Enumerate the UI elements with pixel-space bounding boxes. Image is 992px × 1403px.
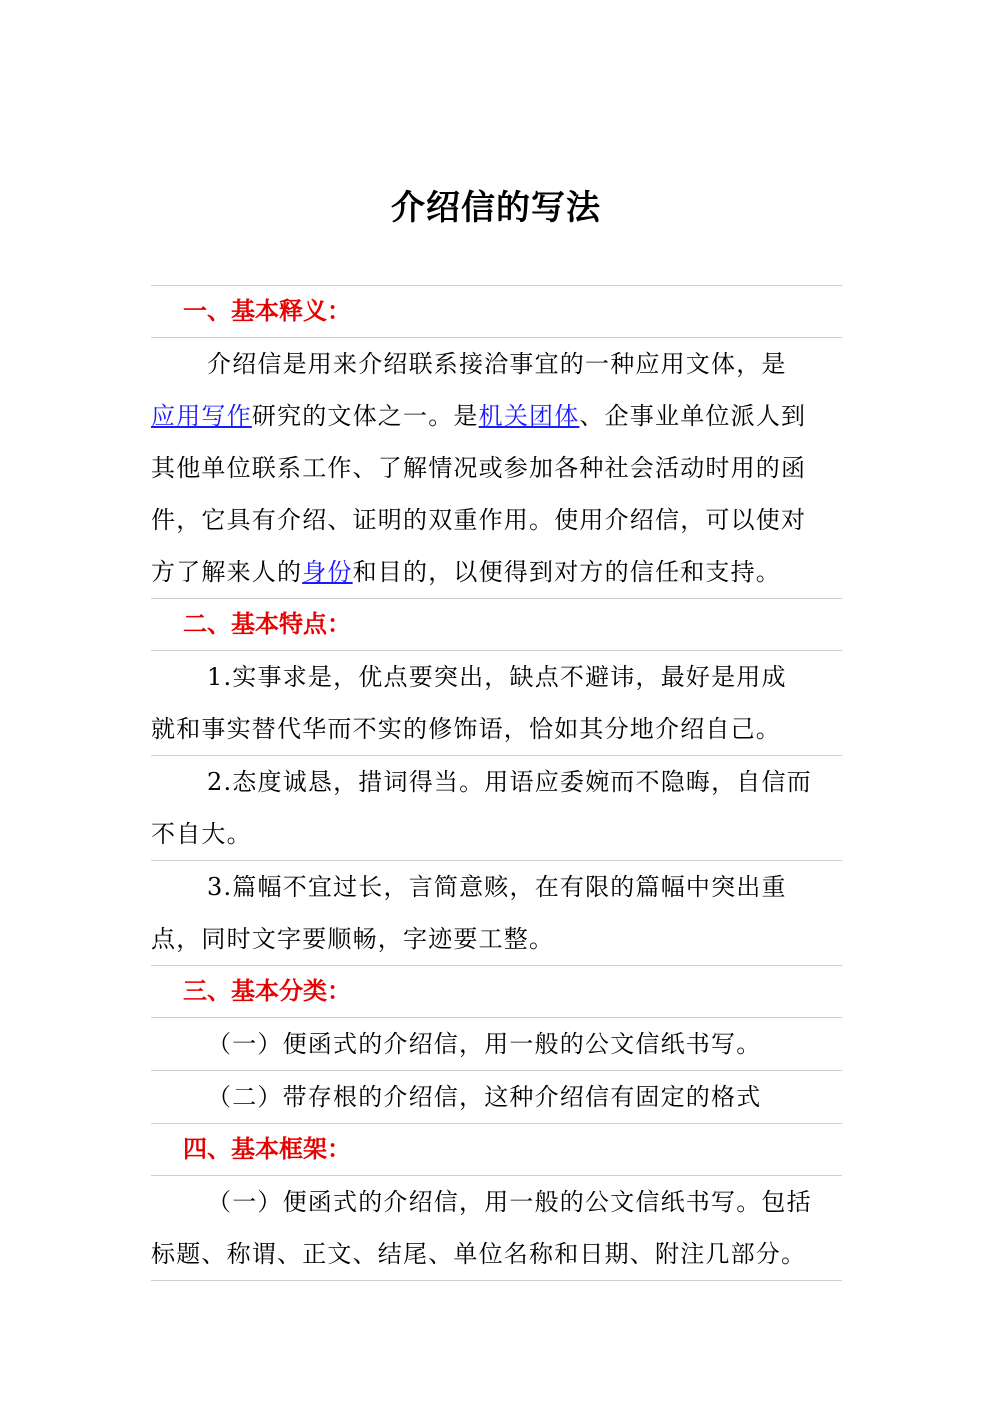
text-run: 3.篇幅不宜过长，言简意赅，在有限的篇幅中突出重 — [207, 873, 787, 901]
section-heading: 二、基本特点： — [183, 610, 351, 638]
text-run: 点，同时文字要顺畅，字迹要工整。 — [151, 925, 555, 953]
section-heading: 三、基本分类： — [183, 977, 351, 1005]
section-heading-block — [151, 965, 842, 1017]
paragraph-line — [151, 390, 842, 442]
section-heading-block — [151, 598, 842, 650]
paragraph-line — [151, 442, 842, 494]
text-run: 和目的，以便得到对方的信任和支持。 — [352, 558, 782, 586]
text-run: （一）便函式的介绍信，用一般的公文信纸书写。 — [207, 1030, 762, 1058]
paragraph — [151, 1176, 842, 1280]
paragraph — [151, 1071, 842, 1123]
paragraph-line — [151, 808, 842, 860]
text-run: （二）带存根的介绍信，这种介绍信有固定的格式 — [207, 1083, 762, 1111]
document-body — [151, 285, 842, 1281]
paragraph-line — [151, 651, 842, 703]
paragraph — [151, 861, 842, 965]
paragraph-block — [151, 755, 842, 860]
paragraph-block — [151, 1175, 842, 1281]
section-heading: 四、基本框架： — [183, 1135, 351, 1163]
paragraph-block — [151, 337, 842, 598]
text-run: 2.态度诚恳，措词得当。用语应委婉而不隐晦，自信而 — [207, 768, 812, 796]
text-run: （一）便函式的介绍信，用一般的公文信纸书写。包括 — [207, 1188, 812, 1216]
inline-link[interactable]: 身份 — [302, 558, 353, 586]
text-run: 1.实事求是，优点要突出，缺点不避讳，最好是用成 — [207, 663, 787, 691]
paragraph-line — [151, 546, 842, 598]
document-title: 介绍信的写法 — [391, 188, 601, 228]
text-run: 就和事实替代华而不实的修饰语，恰如其分地介绍自己。 — [151, 715, 781, 743]
text-run: 不自大。 — [151, 820, 252, 848]
paragraph-line — [151, 1176, 842, 1228]
paragraph — [151, 1018, 842, 1070]
section-heading-block — [151, 1123, 842, 1175]
paragraph-line — [151, 703, 842, 755]
paragraph-line — [151, 756, 842, 808]
paragraph-block — [151, 1017, 842, 1070]
text-run: 件，它具有介绍、证明的双重作用。使用介绍信，可以使对 — [151, 506, 807, 534]
paragraph — [151, 651, 842, 755]
text-run: 介绍信是用来介绍联系接洽事宜的一种应用文体，是 — [207, 350, 787, 378]
text-run: 标题、称谓、正文、结尾、单位名称和日期、附注几部分。 — [151, 1240, 807, 1268]
text-run: 研究的文体之一。是 — [251, 402, 479, 430]
text-run: 其他单位联系工作、了解情况或参加各种社会活动时用的函 — [151, 454, 807, 482]
paragraph-line — [151, 338, 842, 390]
paragraph-line — [151, 1018, 842, 1070]
paragraph-block — [151, 650, 842, 755]
paragraph-block — [151, 860, 842, 965]
inline-link[interactable]: 机关团体 — [478, 402, 580, 430]
paragraph — [151, 338, 842, 598]
paragraph-line — [151, 861, 842, 913]
section-heading-block — [151, 285, 842, 337]
paragraph-line — [151, 913, 842, 965]
text-run: 方了解来人的 — [151, 558, 303, 586]
paragraph-line — [151, 1228, 842, 1280]
paragraph-block — [151, 1070, 842, 1123]
section-heading: 一、基本释义： — [183, 297, 351, 325]
paragraph — [151, 756, 842, 860]
inline-link[interactable]: 应用写作 — [151, 402, 252, 430]
paragraph-line — [151, 1071, 842, 1123]
paragraph-line — [151, 494, 842, 546]
text-run: 、企事业单位派人到 — [579, 402, 807, 430]
